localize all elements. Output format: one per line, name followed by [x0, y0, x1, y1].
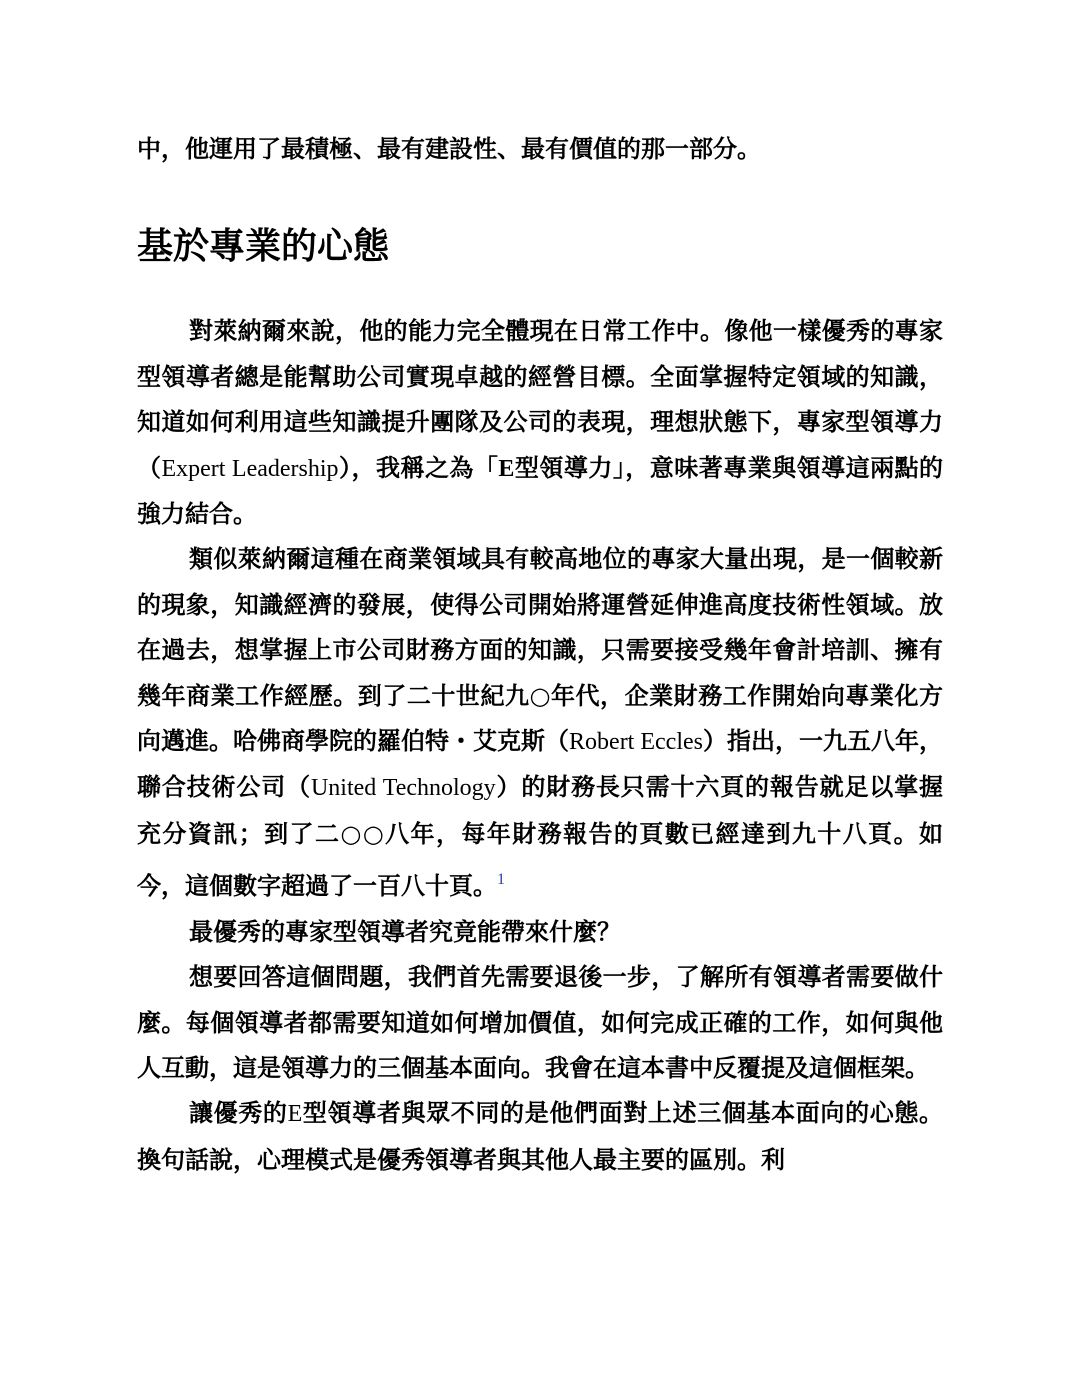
e-leadership-term: 型領導力 — [514, 453, 613, 482]
p4-text-a: 想要回答這個問題，我們首先需要退後一步，了解所有領導者需要做什麼。 — [137, 963, 943, 1037]
e-letter — [498, 454, 612, 482]
p2-text-a: 類似萊納爾這種在商業領域具有較高地位的專家大量出現，是一個較新的現象，知識經濟的發展，使得公司開始將運營延伸進高度技術性領域。放在過去，想掌握上市公司財務方面的知識，只需要接受幾年會計培訓、擁有幾年商業工作經歷。到了二十世紀九○年代，企業財務工作開始向專業化方向邁進。哈佛商學院的羅伯特・艾克斯（ — [137, 545, 943, 756]
term-expert-leadership: 專家型領導力 — [796, 408, 943, 437]
paragraph-2 — [137, 537, 943, 909]
p2-text-b: ）指出，一九五八年，聯合技術公司（ — [137, 727, 944, 802]
p4-text-b: ，這是領導力的三個基本面向。我會在這本書中反覆提及這個框架。 — [209, 1053, 929, 1082]
p1-mid: ），我稱之為「 — [338, 453, 499, 482]
p2-text-c: ）的財務長只需十六頁的報告就足以掌握充分資訊；到了二○○八年，每年財務報告的頁數已經達到九十八頁。如今，這個數字超過了一百八十頁。 — [137, 773, 944, 901]
p4-bold-emphasis: 每個領導者都需要知道如何增加價值，如何完成正確的工作，如何與他人互動 — [137, 1008, 943, 1082]
paragraph-3: 最優秀的專家型領導者究竟能帶來什麼？ — [189, 917, 621, 946]
english-name-robert-eccles: Robert Eccles — [569, 729, 703, 756]
p1-end: ，意味著專業與領導這兩點的強力結合。 — [137, 453, 944, 529]
section-heading: 基於專業的心態 — [137, 226, 390, 268]
english-name-united-technology: United Technology — [310, 775, 496, 802]
p5-text-a: 讓優秀的 — [189, 1099, 288, 1128]
paragraph-1 — [137, 309, 943, 537]
p1-text: 對萊納爾來說，他的能力完全體現在日常工作中。像他一樣優秀的專家型領導者總是能幫助公司實現卓越的經營目標。全面掌握特定領域的知識，知道如何利用這些知識提升團隊及公司的表現，理想狀態下， — [137, 317, 943, 437]
paragraph-4 — [137, 955, 943, 1091]
english-term: Expert Leadership — [161, 455, 339, 482]
e-glyph: E — [498, 455, 515, 482]
footnote-marker[interactable]: 1 — [497, 871, 505, 889]
paragraph-5 — [137, 1091, 943, 1183]
p1-close-bracket: 」 — [612, 453, 626, 482]
carry-over-line: 中，他運用了最積極、最有建設性、最有價值的那一部分。 — [137, 135, 761, 163]
p5-text-b: 型領導者與眾不同的是他們面對上述三個基本面向的心態。換句話說，心理模式是優秀領導者與其他人最主要的區別。利 — [137, 1099, 943, 1174]
p1-open-paren: （ — [137, 453, 162, 482]
p5-e-letter: E — [287, 1101, 303, 1128]
page-content — [137, 127, 943, 1183]
